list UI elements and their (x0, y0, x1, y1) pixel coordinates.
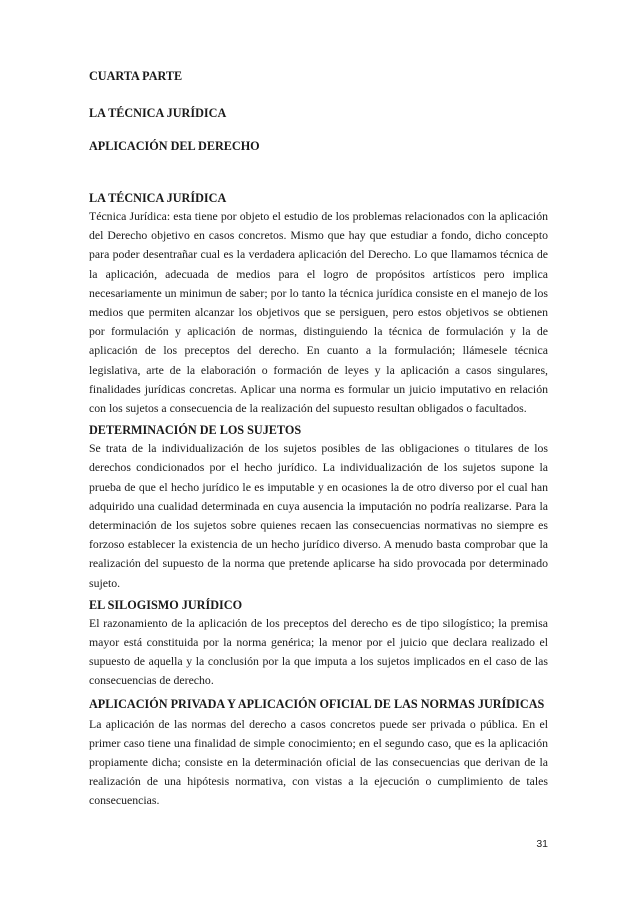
section-body-tecnica-juridica: Técnica Jurídica: esta tiene por objeto el estudio de los problemas relacionados con la aplicación del Derecho objetivo en casos concretos. Mismo que hay que estudiar a fondo, dicho concepto para poder desentrañar cual es la verdadera aplicación del Derecho. Lo que llamamos técnica de la aplicación, adecuada de medios para el logro de propósitos artísticos pero implica necesariamente un minimun de saber; por lo tanto la técnica jurídica consiste en el manejo de los medios que permiten alcanzar los objetivos que se persiguen, pero estos objetivos se obtienen por formulación y aplicación de normas, distinguiendo la técnica de formulación y la de aplicación de los preceptos del derecho. En cuanto a la formulación; llámesele técnica legislativa, arte de la elaboración o formación de leyes y la aplicación a casos singulares, finalidades jurídicas concretas. Aplicar una norma es formular un juicio imputativo en relación con los sujetos a consecuencia de la realización del supuesto resultan obligados o facultados. (89, 209, 548, 416)
section-heading-determinacion-sujetos: DETERMINACIÓN DE LOS SUJETOS (89, 423, 302, 438)
section-heading-tecnica-juridica: LA TÉCNICA JURÍDICA (89, 191, 227, 205)
section-body-silogismo: El razonamiento de la aplicación de los preceptos del derecho es de tipo silogístico; la premisa mayor está constituida por la norma genérica; la menor por el juicio que declara realizado el supuesto de aquella y la conclusión por la que imputa a los sujetos implicados en el caso de las consecuencias de derecho. (89, 615, 548, 688)
section-heading-aplicacion-privada-oficial: APLICACIÓN PRIVADA Y APLICACIÓN OFICIAL DE LAS NORMAS JURÍDICAS (89, 696, 545, 711)
subtitle: APLICACIÓN DEL DERECHO (89, 139, 260, 153)
part-title: CUARTA PARTE (89, 69, 183, 83)
section-body-aplicacion-privada-oficial: La aplicación de las normas del derecho a casos concretos puede ser privada o pública. En el primer caso tiene una finalidad de simple conocimiento; en el segundo caso, que es la aplicación propiamente dicha; consiste en la determinación oficial de las consecuencias que derivan de la realización de una hipótesis normativa, con vistas a la ejecución o cumplimiento de tales consecuencias. (89, 716, 548, 808)
main-title: LA TÉCNICA JURÍDICA (89, 106, 227, 120)
document-page (89, 68, 548, 811)
section-heading-silogismo: EL SILOGISMO JURÍDICO (89, 597, 243, 612)
page-number: 31 (536, 838, 548, 850)
section-body-determinacion-sujetos: Se trata de la individualización de los sujetos posibles de las obligaciones o titulares de los derechos condicionados por el hecho jurídico. La individualización de los sujetos supone la prueba de que el hecho jurídico le es imputable y en ocasiones la de otro diverso por el cual han adquirido una cualidad determinada en cuya ausencia la imputación no podría realizarse. Para la determinación de los sujetos sobre quienes recaen las consecuencias normativas no siempre es forzoso establecer la existencia de un hecho jurídico diverso. A menudo basta comprobar que la realización del supuesto de la norma que pretende aplicarse ha sido provocada por determinado sujeto. (89, 441, 548, 590)
